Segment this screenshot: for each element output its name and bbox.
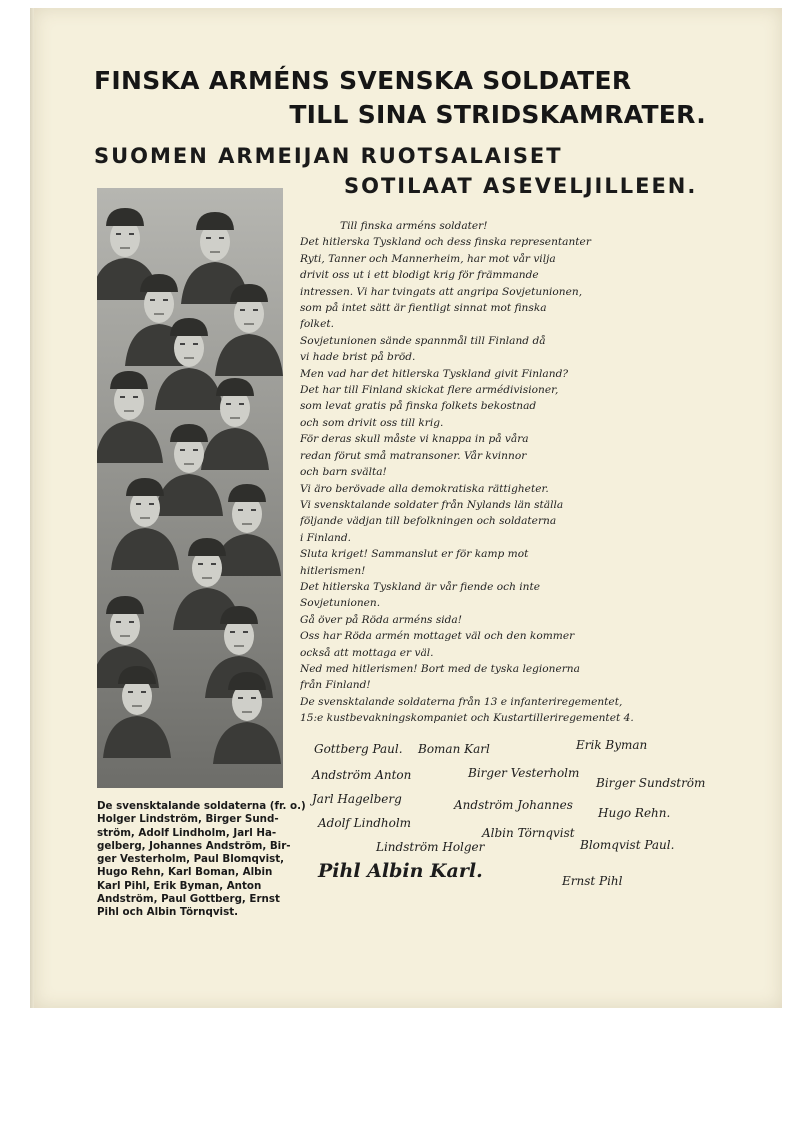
headline-swedish-line-1: FINSKA ARMÉNS SVENSKA SOLDATER <box>94 66 632 95</box>
signature: Andström Anton <box>312 768 412 782</box>
letter-line: Det har till Finland skickat flere armédivisioner, <box>300 384 559 397</box>
letter-line: redan förut små matransoner. Vår kvinnor <box>300 449 527 462</box>
letter-line: som på intet sätt är fientligt sinnat mot finska <box>300 302 547 315</box>
letter-line: hitlerismen! <box>300 564 366 577</box>
letter-line: Vi svensktalande soldater från Nylands län ställa <box>300 498 564 511</box>
signature: Gottberg Paul. <box>314 742 403 756</box>
headline-finnish-line-2: SOTILAAT ASEVELJILLEEN. <box>344 174 698 198</box>
letter-line: från Finland! <box>300 679 371 692</box>
signature: Hugo Rehn. <box>598 806 671 820</box>
letter-line: Ned med hitlerismen! Bort med de tyska legionerna <box>300 662 580 675</box>
letter-line: Ryti, Tanner och Mannerheim, har mot vår vilja <box>300 252 556 265</box>
signature: Erik Byman <box>576 738 648 752</box>
caption-line: Hugo Rehn, Karl Boman, Albin <box>97 866 273 879</box>
letter-line: drivit oss ut i ett blodigt krig för främmande <box>300 269 539 282</box>
letter-line: För deras skull måste vi knappa in på våra <box>300 433 529 446</box>
letter-line: också att mottaga er väl. <box>300 646 434 659</box>
letter-line: Vi äro berövade alla demokratiska rättigheter. <box>300 482 549 495</box>
letter-line: folket. <box>300 318 335 331</box>
signature: Jarl Hagelberg <box>312 792 402 806</box>
caption-line: gelberg, Johannes Andström, Bir- <box>97 839 291 852</box>
handwritten-letter <box>300 218 730 727</box>
signature: Pihl Albin Karl. <box>318 860 483 882</box>
caption-line: Andström, Paul Gottberg, Ernst <box>97 893 280 906</box>
signature: Birger Sundström <box>596 776 706 790</box>
letter-line: Sluta kriget! Sammanslut er för kamp mot <box>300 548 529 561</box>
signature: Ernst Pihl <box>562 874 623 888</box>
caption-line: ger Vesterholm, Paul Blomqvist, <box>97 853 285 866</box>
signature: Lindström Holger <box>376 840 485 854</box>
soldiers-group-photo <box>97 188 283 788</box>
letter-line: följande vädjan till befolkningen och soldaterna <box>300 515 557 528</box>
letter-line: och barn svälta! <box>300 466 387 479</box>
letter-line: Det hitlerska Tyskland är vår fiende och inte <box>300 580 540 593</box>
signature: Adolf Lindholm <box>318 816 412 830</box>
letter-line: i Finland. <box>300 531 351 544</box>
caption-line: Holger Lindström, Birger Sund- <box>97 813 279 826</box>
signature: Blomqvist Paul. <box>580 838 675 852</box>
letter-line: Gå över på Röda arméns sida! <box>300 613 462 626</box>
signature: Birger Vesterholm <box>468 766 580 780</box>
letter-line: Sovjetunionen sände spannmål till Finland då <box>300 334 546 347</box>
letter-line: De svensktalande soldaterna från 13 e infanteriregementet, <box>300 695 623 708</box>
letter-line: Till finska arméns soldater! <box>340 220 488 232</box>
photo-caption <box>97 800 306 920</box>
letter-line: och som drivit oss till krig. <box>300 416 444 429</box>
caption-line: Pihl och Albin Törnqvist. <box>97 906 239 919</box>
letter-line: Sovjetunionen. <box>300 597 381 610</box>
signature: Andström Johannes <box>454 798 573 812</box>
caption-line: Karl Pihl, Erik Byman, Anton <box>97 879 262 892</box>
letter-line: Det hitlerska Tyskland och dess finska representanter <box>300 236 591 249</box>
headline-swedish-line-2: TILL SINA STRIDSKAMRATER. <box>289 100 706 129</box>
letter-line: Men vad har det hitlerska Tyskland givit Finland? <box>300 367 569 380</box>
signature: Boman Karl <box>418 742 490 756</box>
letter-line: som levat gratis på finska folkets bekostnad <box>300 400 537 413</box>
letter-line: intressen. Vi har tvingats att angripa Sovjetunionen, <box>300 285 583 298</box>
letter-line: Oss har Röda armén mottaget väl och den kommer <box>300 630 575 643</box>
letter-line: 15:e kustbevakningskompaniet och Kustartilleriregementet 4. <box>300 712 634 725</box>
letter-line: vi hade brist på bröd. <box>300 351 416 364</box>
headline-finnish-line-1: SUOMEN ARMEIJAN RUOTSALAISET <box>94 144 563 168</box>
signature: Albin Törnqvist <box>482 826 575 840</box>
caption-line: De svensktalande soldaterna (fr. o.) <box>97 800 306 812</box>
caption-line: ström, Adolf Lindholm, Jarl Ha- <box>97 826 277 839</box>
